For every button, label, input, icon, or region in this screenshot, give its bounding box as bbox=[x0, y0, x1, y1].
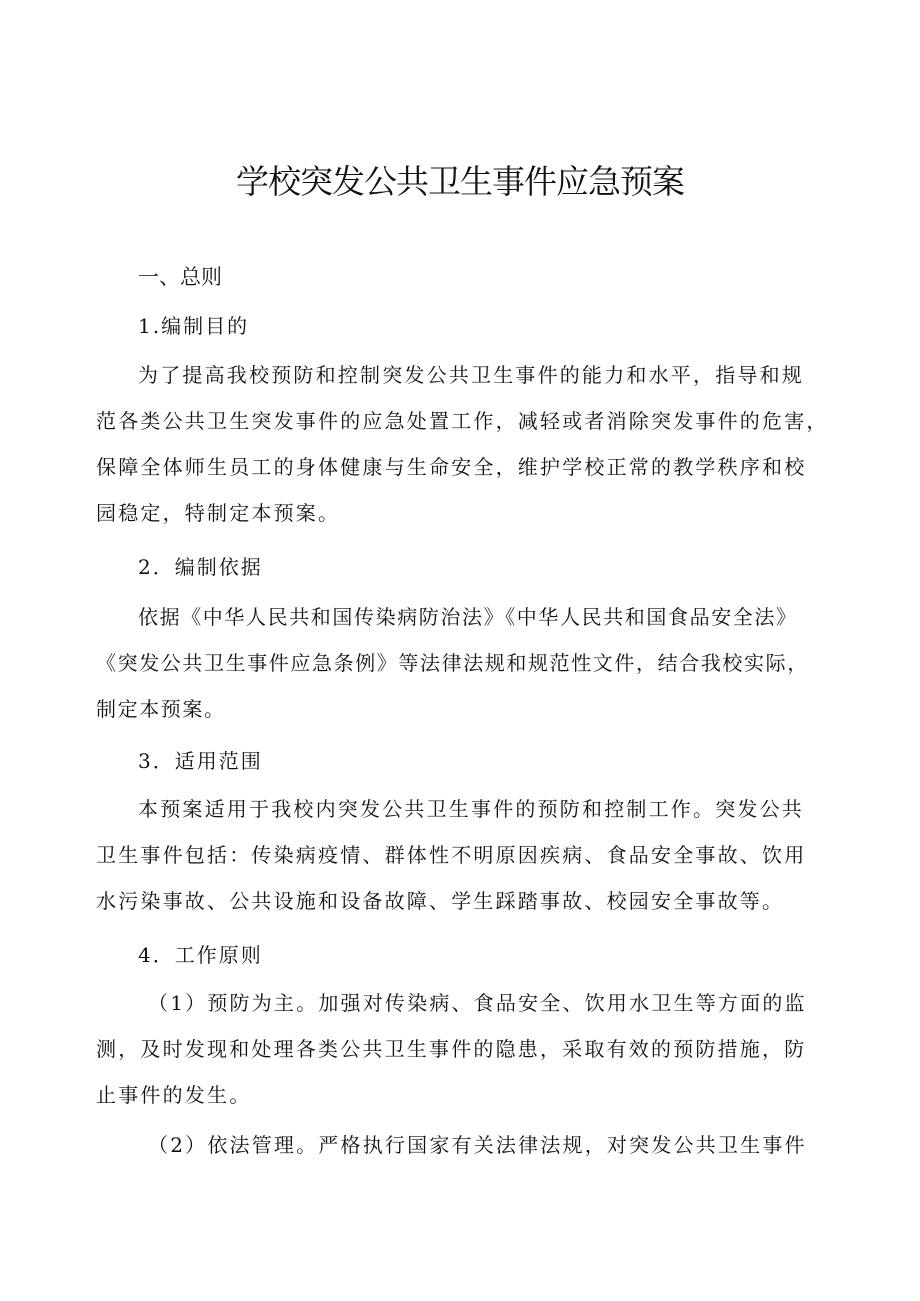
paragraph-line: （1）预防为主。加强对传染病、食品安全、饮用水卫生等方面的监 bbox=[148, 991, 807, 1015]
paragraph-line: 为了提高我校预防和控制突发公共卫生事件的能力和水平，指导和规 bbox=[138, 363, 804, 387]
paragraph-principles bbox=[96, 980, 856, 1168]
paragraph-line: 依据《中华人民共和国传染病防治法》《中华人民共和国食品安全法》 bbox=[138, 605, 798, 629]
paragraph-line: 测，及时发现和处理各类公共卫生事件的隐患，采取有效的预防措施，防 bbox=[96, 1037, 807, 1061]
paragraph-line: 本预案适用于我校内突发公共卫生事件的预防和控制工作。突发公共 bbox=[138, 797, 804, 821]
paragraph-purpose bbox=[96, 352, 856, 536]
paragraph-line: 范各类公共卫生突发事件的应急处置工作，减轻或者消除突发事件的危害， bbox=[96, 409, 829, 433]
paragraph-line: 水污染事故、公共设施和设备故障、学生踩踏事故、校园安全事故等。 bbox=[96, 889, 785, 913]
subsection-heading-basis: 2．编制依据 bbox=[138, 555, 263, 579]
paragraph-line: 保障全体师生员工的身体健康与生命安全，维护学校正常的教学秩序和校 bbox=[96, 455, 807, 479]
paragraph-line: 《突发公共卫生事件应急条例》等法律法规和规范性文件，结合我校实际， bbox=[96, 651, 809, 675]
paragraph-line: 园稳定，特制定本预案。 bbox=[96, 501, 341, 525]
paragraph-scope bbox=[96, 786, 856, 924]
subsection-heading-scope: 3．适用范围 bbox=[138, 749, 263, 773]
document-title: 学校突发公共卫生事件应急预案 bbox=[236, 162, 684, 201]
paragraph-line: 卫生事件包括：传染病疫情、群体性不明原因疾病、食品安全事故、饮用 bbox=[96, 843, 807, 867]
subsection-heading-purpose: 1.编制目的 bbox=[138, 314, 250, 338]
paragraph-line: 制定本预案。 bbox=[96, 697, 226, 721]
subsection-heading-principles: 4．工作原则 bbox=[138, 943, 263, 967]
section-heading-general: 一、总则 bbox=[138, 265, 222, 289]
paragraph-basis bbox=[96, 594, 856, 732]
paragraph-line: 止事件的发生。 bbox=[96, 1083, 252, 1107]
paragraph-line: （2）依法管理。严格执行国家有关法律法规，对突发公共卫生事件 bbox=[148, 1133, 807, 1157]
